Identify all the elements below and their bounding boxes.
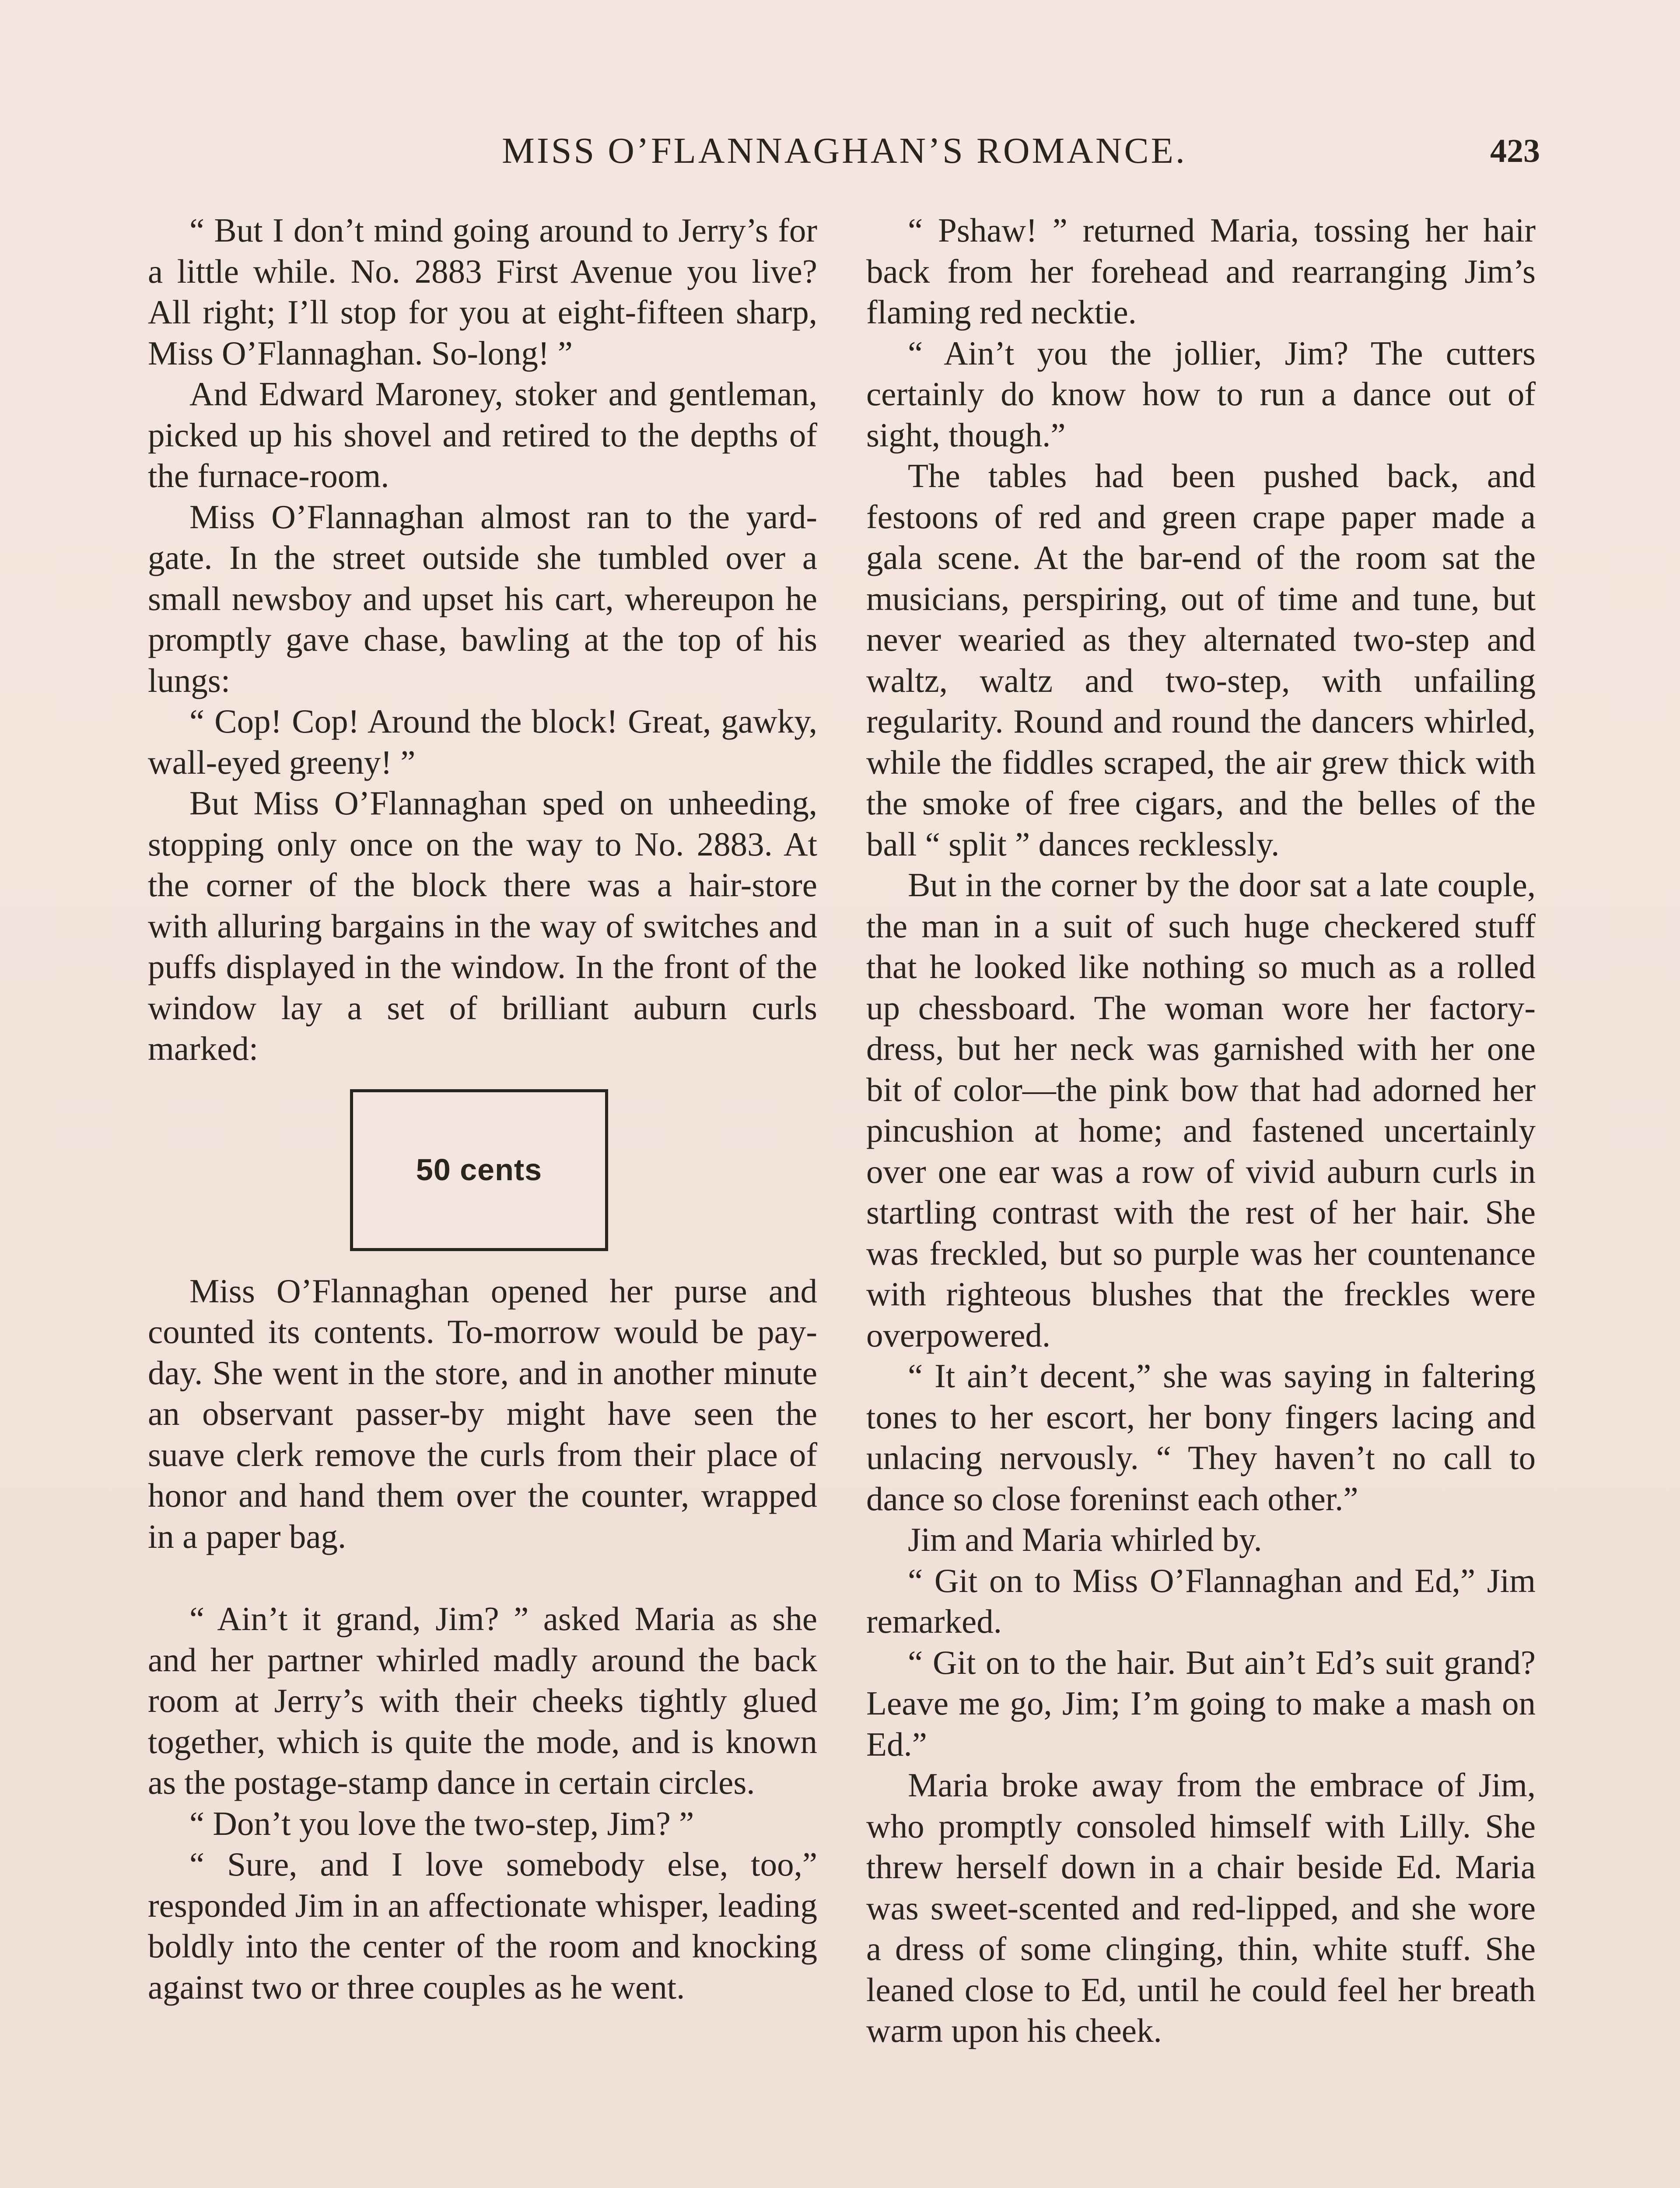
price-sign-text: 50 cents [416, 1152, 542, 1187]
page-header [149, 127, 1540, 175]
paragraph: “ It ain’t decent,” she was saying in faltering tones to her escort, her bony fingers lacing and unlacing nervously. “ They haven’t no call to dance so close foreninst each other.” [866, 1357, 1536, 1518]
paragraph: “ Git on to the hair. But ain’t Ed’s suit grand? Leave me go, Jim; I’m going to make a mash on Ed.” [866, 1643, 1536, 1763]
left-column [148, 210, 817, 2008]
right-column [866, 210, 1536, 2051]
paragraph: Miss O’Flannaghan almost ran to the yard-gate. In the street outside she tumbled over a small newsboy and upset his cart, whereupon he promptly gave chase, bawling at the top of his lungs: [148, 498, 817, 699]
paragraph: Jim and Maria whirled by. [908, 1521, 1262, 1558]
paragraph: “ Git on to Miss O’Flannaghan and Ed,” Jim remarked. [866, 1561, 1536, 1640]
paragraph: “ But I don’t mind going around to Jerry’s for a little while. No. 2883 First Avenue you live? All right; I’ll stop for you at eight-fifteen sharp, Miss O’Flannaghan. So-long! ” [148, 211, 817, 372]
paragraph: The tables had been pushed back, and festoons of red and green crape paper made a gala scene. At the bar-end of the room sat the musicians, perspiring, out of time and tune, but never wearied as they alternated two-step and waltz, waltz and two-step, with unfailing regularity. Round and round the dancers whirled, while the fiddles scraped, the air grew thick with the smoke of free cigars, and the belles of the ball “ split ” dances recklessly. [866, 457, 1536, 863]
paragraph: “ Pshaw! ” returned Maria, tossing her hair back from her forehead and rearranging Jim’s flaming red necktie. [866, 211, 1536, 331]
page-number: 423 [1490, 133, 1540, 169]
paragraph: “ Don’t you love the two-step, Jim? ” [189, 1804, 694, 1842]
paragraph: Maria broke away from the embrace of Jim, who promptly consoled himself with Lilly. She threw herself down in a chair beside Ed. Maria was sweet-scented and red-lipped, and she wore a dress of some clinging, thin, white stuff. She leaned close to Ed, until he could feel her breath warm upon his cheek. [866, 1766, 1536, 2049]
paragraph: “ Ain’t it grand, Jim? ” asked Maria as she and her partner whirled madly around the back room at Jerry’s with their cheeks tightly glued together, which is quite the mode, and is known as the postage-stamp dance in certain circles. [148, 1600, 817, 1801]
paragraph: But in the corner by the door sat a late couple, the man in a suit of such huge checkered stuff that he looked like nothing so much as a rolled up chessboard. The woman wore her factory-dress, but her neck was garnished with her one bit of color—the pink bow that had adorned her pincushion at home; and fastened uncertainly over one ear was a row of vivid auburn curls in startling contrast with the rest of her hair. She was freckled, but so purple was her countenance with righteous blushes that the freckles were overpowered. [866, 866, 1536, 1354]
paragraph: “ Sure, and I love somebody else, too,” responded Jim in an affectionate whisper, leading boldly into the center of the room and knocking against two or three couples as he went. [148, 1845, 817, 2006]
running-title: MISS O’FLANNAGHAN’S ROMANCE. [502, 130, 1187, 171]
paragraph: And Edward Maroney, stoker and gentleman, picked up his shovel and retired to the depths of the furnace-room. [148, 375, 817, 494]
paragraph: “ Cop! Cop! Around the block! Great, gawky, wall-eyed greeny! ” [148, 702, 817, 781]
paragraph: But Miss O’Flannaghan sped on unheeding, stopping only once on the way to No. 2883. At the corner of the block there was a hair-store with alluring bargains in the way of switches and puffs displayed in the window. In the front of the window lay a set of brilliant auburn curls marked: [148, 784, 817, 1067]
paragraph: Miss O’Flannaghan opened her purse and counted its contents. To-morrow would be pay-day. She went in the store, and in another minute an observant passer-by might have seen the suave clerk remove the curls from their place of honor and hand them over the counter, wrapped in a paper bag. [148, 1272, 817, 1555]
price-sign [350, 1089, 608, 1251]
paragraph: “ Ain’t you the jollier, Jim? The cutters certainly do know how to run a dance out of sight, though.” [866, 334, 1536, 454]
